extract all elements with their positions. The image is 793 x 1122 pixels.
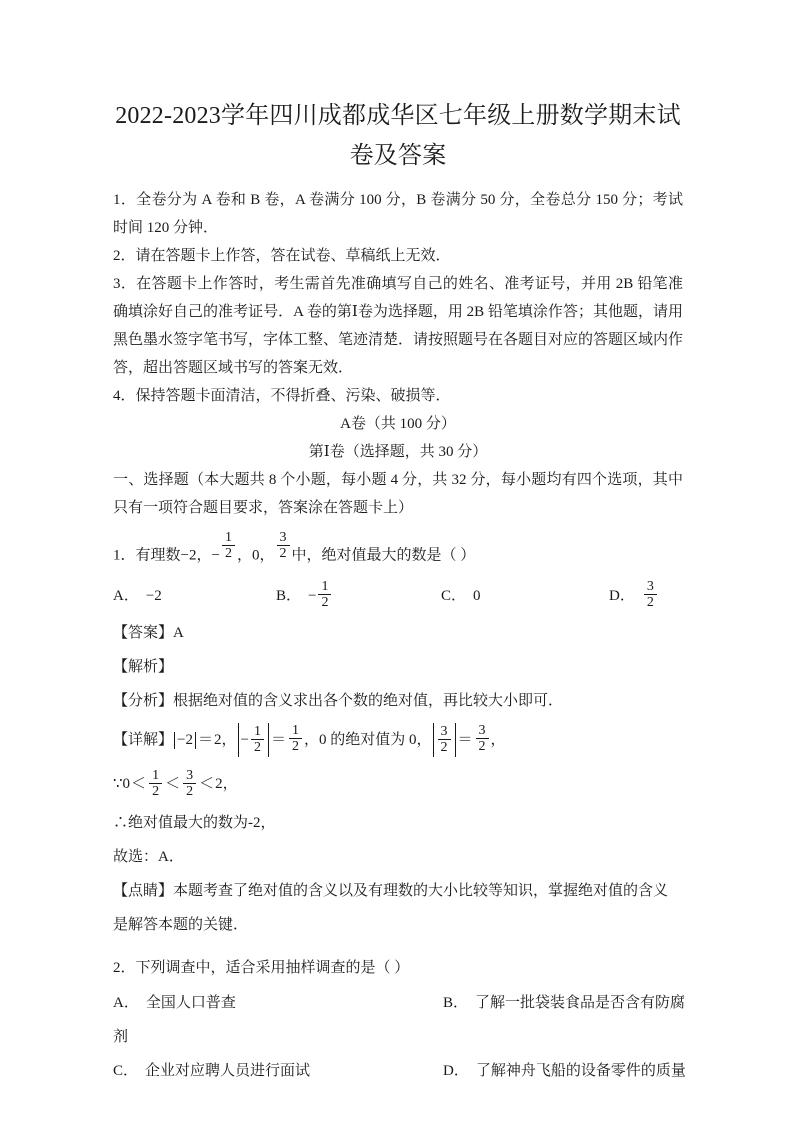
option-text: −2 — [145, 587, 162, 604]
abs-bar-right — [195, 732, 196, 749]
option-text: 0 — [473, 587, 481, 604]
fraction-denominator: 2 — [152, 784, 160, 800]
question-1-frac-1-sign: − — [211, 547, 220, 564]
question-1-option-d[interactable] — [609, 576, 659, 616]
section-part1-header: 第Ⅰ卷（选择题，共 30 分） — [308, 444, 488, 460]
question-1-option-c[interactable] — [441, 576, 481, 616]
question-2-option-b-continuation: 剂 — [113, 1029, 129, 1046]
question-2-stem-text: 下列调查中，适合采用抽样调查的是（ ） — [135, 960, 410, 977]
question-1-stem — [113, 530, 683, 574]
option-label: A． — [113, 587, 139, 604]
question-1-stem-prefix: 有理数 — [135, 547, 181, 564]
section-a-header: A卷（共 100 分） — [340, 416, 456, 432]
option-text: 了解一批袋装食品是否含有防腐 — [475, 995, 686, 1012]
ineq-value-2: 2 — [215, 776, 223, 793]
detail-label: 【详解】 — [113, 731, 174, 748]
question-1-explain-label: 【解析】 — [113, 658, 174, 675]
fraction-denominator: 2 — [253, 740, 261, 756]
question-1-number: 1． — [113, 547, 136, 564]
question-1-comma-1: ， — [196, 547, 212, 564]
fraction-numerator: 3 — [476, 723, 489, 739]
option-fraction — [318, 579, 331, 610]
detail-sep-1: ， — [221, 731, 237, 748]
fraction-numerator: 1 — [289, 723, 302, 739]
highlight-label: 【点睛】 — [113, 883, 174, 900]
abs-bar-right — [268, 723, 269, 757]
detail-result-fraction-3 — [476, 723, 489, 754]
question-1-value-1: −2 — [180, 547, 197, 564]
fraction-numerator: 3 — [438, 724, 451, 740]
option-text: 企业对应聘人员进行面试 — [145, 1063, 311, 1080]
detail-sep-2: ， — [304, 731, 320, 748]
option-text: 全国人口普查 — [145, 995, 236, 1012]
detail-equals-3: ＝ — [457, 731, 473, 748]
fraction-numerator: 1 — [149, 768, 162, 784]
answer-label: 【答案】 — [113, 624, 174, 641]
detail-result-1: 2 — [214, 731, 222, 748]
question-1-analysis — [113, 684, 683, 718]
question-1-option-a[interactable] — [113, 576, 162, 616]
section-intro: 一、选择题（本大题共 8 个小题，每小题 4 分，共 32 分，每小题均有四个选项，其中只有一项符合题目要求，答案涂在答题卡上） — [113, 472, 683, 516]
question-1-answer — [113, 616, 683, 650]
question-2-option-c[interactable] — [113, 1054, 443, 1088]
question-2-options — [113, 986, 686, 1088]
question-1-options — [113, 576, 683, 616]
question-1-inequality — [113, 762, 683, 806]
question-1-highlight — [113, 874, 683, 942]
question-1-conclusion: ∴绝对值最大的数为-2， — [113, 815, 276, 832]
option-label: D． — [443, 1063, 469, 1080]
question-1-detail — [113, 718, 683, 763]
question-2-option-d[interactable] — [443, 1054, 693, 1088]
question-1-value-2: 0 — [252, 547, 260, 564]
option-label: C． — [113, 1063, 139, 1080]
fraction-numerator: 1 — [222, 530, 235, 546]
page-title: 2022-2023学年四川成都成华区七年级上册数学期末试卷及答案 — [115, 103, 681, 169]
question-2-number: 2． — [113, 960, 136, 977]
option-text: 了解神舟飞船的设备零件的质量 — [475, 1063, 686, 1080]
fraction-denominator: 2 — [186, 784, 194, 800]
option-label: B． — [276, 587, 302, 604]
analysis-label: 【分析】 — [113, 692, 174, 709]
question-1-fraction-1 — [222, 530, 235, 561]
fraction-denominator: 2 — [279, 546, 287, 562]
question-2-option-a[interactable] — [113, 986, 443, 1020]
option-label: C． — [441, 587, 467, 604]
option-sign: − — [308, 587, 317, 604]
answer-value: A — [173, 624, 184, 641]
question-1-comma-3: ， — [259, 547, 275, 564]
question-1-comma-2: ， — [236, 547, 252, 564]
ineq-lt-1: ＜ — [131, 776, 147, 793]
ineq-fraction-1 — [149, 768, 162, 799]
fraction-denominator: 2 — [646, 595, 654, 611]
option-label: D． — [609, 587, 635, 604]
detail-equals-1: ＝ — [197, 731, 213, 748]
instruction-3: 3．在答题卡上作答时，考生需首先准确填写自己的姓名、准考证号，并用 2B 铅笔准确填涂好自己的准考证号．A 卷的第Ⅰ卷为选择题，用 2B 铅笔填涂作答；其他题，请用黑色墨水签字笔书写，字体工整、笔迹清楚．请按照题号在各题目对应的答题区域内作答，超出答题区域书写的答案无效． — [113, 276, 684, 376]
ineq-lt-2: ＜ — [165, 776, 181, 793]
abs-inner: −2 — [177, 732, 193, 749]
instruction-2: 2．请在答题卡上作答，答在试卷、草稿纸上无效． — [113, 248, 451, 264]
absolute-value-3 — [432, 718, 457, 763]
question-1-stem-suffix: 中，绝对值最大的数是（ ） — [291, 547, 476, 564]
absolute-value-1 — [173, 718, 197, 763]
option-label: A． — [113, 995, 139, 1012]
fraction-denominator: 2 — [292, 739, 299, 755]
absolute-value-2 — [237, 718, 270, 763]
detail-equals-2: ＝ — [270, 731, 286, 748]
option-label: B． — [443, 995, 469, 1012]
fraction-numerator: 1 — [251, 724, 264, 740]
fraction-denominator: 2 — [478, 739, 486, 755]
abs-bar-right — [455, 723, 456, 757]
detail-zero-text: 0 的绝对值为 0， — [319, 731, 432, 748]
fraction-denominator: 2 — [321, 595, 329, 611]
instruction-1: 1．全卷分为 A 卷和 B 卷，A 卷满分 100 分，B 卷满分 50 分，全卷总分 150 分；考试时间 120 分钟． — [113, 192, 683, 236]
ineq-fraction-2 — [183, 768, 196, 799]
fraction-numerator: 3 — [183, 768, 196, 784]
instruction-4: 4．保持答题卡面清洁，不得折叠、污染、破损等． — [113, 388, 451, 404]
highlight-text: 本题考查了绝对值的含义以及有理数的大小比较等知识，掌握绝对值的含义是解答本题的关键． — [113, 883, 669, 934]
abs-inner — [434, 718, 455, 762]
question-2-stem — [113, 950, 683, 986]
question-2-option-row-2 — [113, 1054, 686, 1088]
ineq-lt-3: ＜ — [199, 776, 215, 793]
detail-result-fraction-2 — [289, 723, 302, 754]
abs-sign: − — [240, 732, 249, 749]
question-1-option-b[interactable] — [276, 576, 333, 616]
question-1-fraction-2 — [277, 530, 290, 561]
fraction-numerator: 3 — [277, 530, 290, 546]
option-fraction — [644, 579, 657, 610]
abs-fraction — [251, 724, 264, 755]
question-2-option-row-1 — [113, 986, 686, 1054]
fraction-denominator: 2 — [440, 740, 448, 756]
fraction-denominator: 2 — [224, 546, 232, 562]
ineq-value-0: 0 — [122, 776, 131, 793]
analysis-text: 根据绝对值的含义求出各个数的绝对值，再比较大小即可． — [173, 692, 564, 709]
question-2-option-b[interactable] — [443, 986, 693, 1020]
fraction-numerator: 1 — [318, 579, 331, 595]
because-symbol: ∵ — [113, 776, 123, 793]
abs-inner — [239, 718, 268, 762]
fraction-numerator: 3 — [644, 579, 657, 595]
abs-fraction — [438, 724, 451, 755]
question-1-choose-line: 故选：A． — [113, 849, 184, 866]
detail-sep-3: ， — [490, 731, 506, 748]
ineq-comma: ， — [222, 776, 238, 793]
